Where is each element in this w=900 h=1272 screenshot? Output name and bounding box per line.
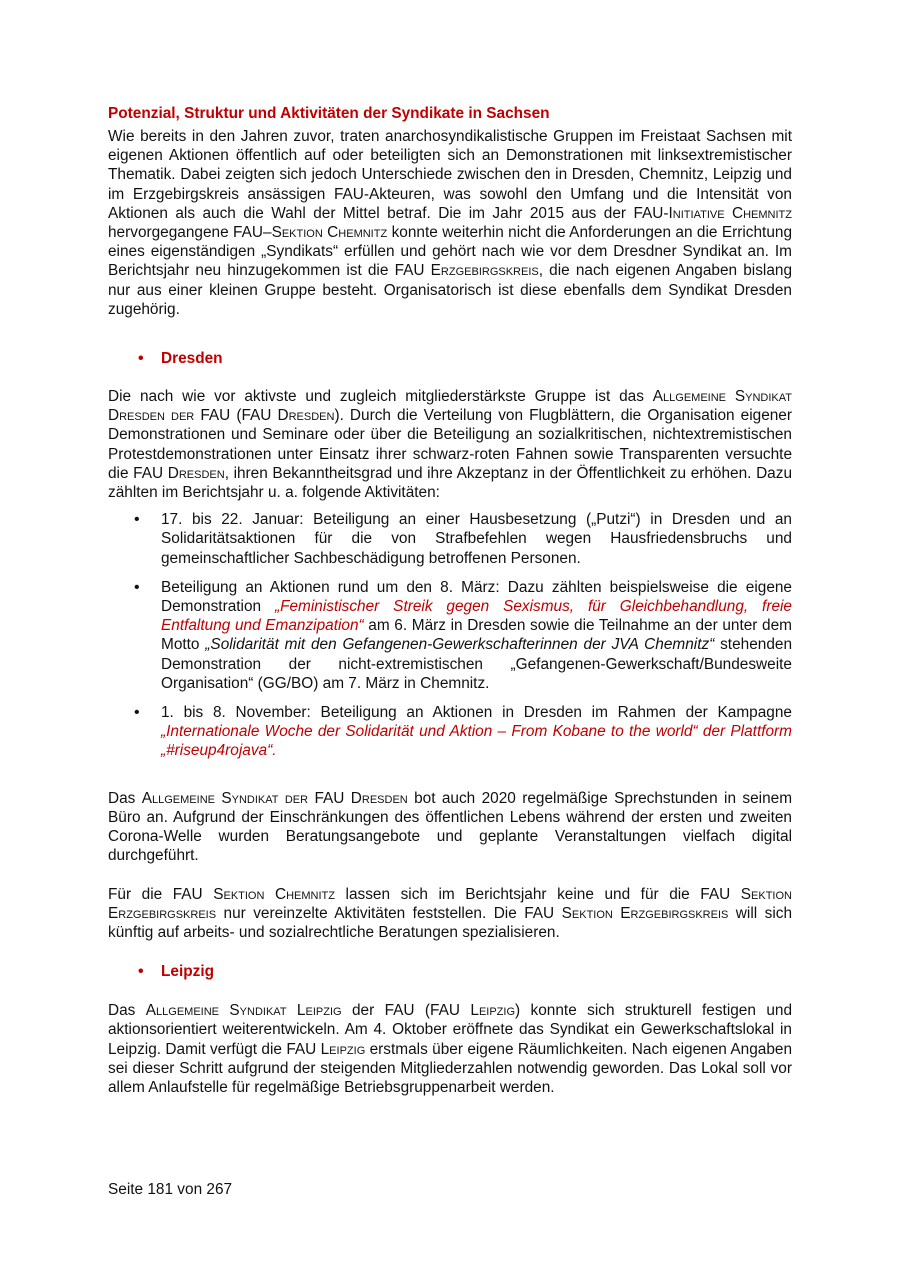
- page-number: Seite 181 von 267: [108, 1181, 233, 1198]
- bullet-icon: •: [138, 350, 144, 368]
- list-item-text: 17. bis 22. Januar: Beteiligung an einer Hausbesetzung („Putzi“) in Dresden und an Solidaritätsaktionen für die von Strafbefehlen wegen Hausfriedensbruchs und gemeinschaftlicher Sachbeschädigung betroffenen Personen.: [161, 511, 792, 567]
- subheading-leipzig: [138, 962, 792, 981]
- list-item: [108, 703, 792, 761]
- section-title: Potenzial, Struktur und Aktivitäten der Syndikate in Sachsen: [108, 105, 550, 122]
- subheading-label: Dresden: [161, 350, 223, 368]
- list-item: [108, 578, 792, 693]
- text-run: , ihren Bekanntheitsgrad und ihre Akzeptanz in der Öffentlichkeit zu erhöhen. Dazu zählten im Berichtsjahr u. a. folgende Aktivitäten:: [108, 464, 792, 502]
- text-run: konnte weiterhin nicht die Anforderungen an die Errichtung eines eigenständigen „Syndikats“ erfüllen und gehört nach wie vor dem Dresdner Syndikat an. Im Berichtsjahr neu hinzugekommen ist die FAU: [108, 224, 793, 280]
- text-run: Die nach wie vor aktivste und zugleich mitgliederstärkste Gruppe ist das: [108, 388, 653, 406]
- dresden-paragraph-1: [108, 387, 792, 502]
- bullet-icon: •: [134, 578, 140, 596]
- text-run: erstmals über eigene Räumlichkeiten. Nach eigenen Angaben sei dieser Schritt aufgrund der steigenden Mitgliederzahlen notwendig geworden. Das Lokal soll vor allem Anlaufstelle für regelmäßige Betriebsgruppenarbeit werden.: [108, 1040, 792, 1096]
- org-name: Initiative Chemnitz: [668, 204, 792, 222]
- campaign-title: „Internationale Woche der Solidarität und Aktion – From Kobane to the world“ der Plattform „#riseup4rojava“.: [161, 723, 792, 760]
- text-run: nur vereinzelte Aktivitäten feststellen. Die FAU: [216, 904, 562, 922]
- text-run: der FAU (FAU: [341, 1002, 471, 1020]
- org-name: Sektion Erzgebirgskreis: [108, 885, 792, 922]
- org-name: Sektion Chemnitz: [271, 224, 388, 242]
- bullet-icon: •: [138, 963, 144, 981]
- org-name: Erzgebirgskreis: [430, 262, 539, 280]
- org-name: Dresden: [350, 789, 408, 807]
- subheading-dresden: [138, 349, 792, 368]
- org-name: Leipzig: [470, 1002, 516, 1020]
- list-item: [108, 510, 792, 568]
- org-name: Allgemeine Syndikat Leipzig: [145, 1002, 342, 1020]
- text-run: Das: [108, 1002, 146, 1020]
- event-title: „Feministischer Streik gegen Sexismus, für Gleichbehandlung, freie Entfaltung und Emanzipation“: [161, 598, 792, 635]
- org-name: Allgemeine Syndikat der: [141, 789, 309, 807]
- dresden-paragraph-2: [108, 789, 792, 866]
- org-name: Sektion Chemnitz: [213, 885, 335, 903]
- org-name: Dresden: [277, 407, 335, 425]
- text-run: FAU: [308, 789, 351, 807]
- leipzig-paragraph: [108, 1001, 792, 1097]
- text-run: 1. bis 8. November: Beteiligung an Aktionen in Dresden im Rahmen der Kampagne: [161, 704, 792, 722]
- org-name: Allgemeine Syndikat Dresden der: [108, 388, 792, 425]
- text-run: Für die FAU: [108, 885, 214, 903]
- text-run: will sich künftig auf arbeits- und sozialrechtliche Beratungen spezialisieren.: [108, 904, 792, 941]
- bullet-icon: •: [134, 511, 140, 529]
- document-page: [108, 104, 792, 1097]
- text-run: bot auch 2020 regelmäßige Sprechstunden in seinem Büro an. Aufgrund der Einschränkungen des öffentlichen Lebens während der ersten und zweiten Corona-Welle wurden Beratungsangebote und geplante Veranstaltungen vielfach digital durchgeführt.: [108, 789, 793, 865]
- text-run: , die nach eigenen Angaben bislang nur aus einer kleinen Gruppe besteht. Organisatorisch ist diese ebenfalls dem Syndikat Dresden zugehörig.: [108, 262, 792, 318]
- text-run: am 6. März in Dresden sowie die Teilnahme an der unter dem Motto: [161, 617, 792, 654]
- dresden-paragraph-3: [108, 885, 792, 943]
- activities-list: [108, 510, 792, 760]
- org-name: Dresden: [167, 464, 225, 482]
- text-run: stehenden Demonstration der nicht-extremistischen „Gefangenen-Gewerkschaft/Bundesweite Organisation“ (GG/BO) am 7. März in Chemnitz.: [161, 636, 792, 692]
- text-run: hervorgegangene FAU–: [108, 224, 272, 242]
- bullet-icon: •: [134, 704, 140, 722]
- intro-paragraph: [108, 127, 792, 319]
- text-run: Das: [108, 789, 142, 807]
- text-run: ). Durch die Verteilung von Flugblättern, die Organisation eigener Demonstrationen und Seminare oder über die Beteiligung an sozialkritischen, nichtextremistischen Protestdemonstrationen unter Einsatz ihrer schwarz-roten Fahnen sowie Transparenten versuchte die FAU: [108, 407, 792, 482]
- motto-text: „Solidarität mit den Gefangenen-Gewerkschafterinnen der JVA Chemnitz“: [205, 636, 715, 654]
- text-run: FAU (FAU: [194, 407, 278, 425]
- subheading-label: Leipzig: [161, 963, 215, 981]
- org-name: Sektion Erzgebirgskreis: [561, 904, 729, 922]
- text-run: Wie bereits in den Jahren zuvor, traten anarchosyndikalistische Gruppen im Freistaat Sachsen mit eigenen Aktionen öffentlich auf oder beteiligten sich an Demonstrationen mit linksextremistischer Thematik. Dabei zeigten sich jedoch Unterschiede zwischen den in Dresden, Chemnitz, Leipzig und im Erzgebirgskreis ansässigen FAU-Akteuren, was sowohl den Umfang und die Intensität von Aktionen als auch die Wahl der Mittel betraf. Die im Jahr 2015 aus der FAU-: [108, 128, 792, 222]
- org-name: Leipzig: [320, 1040, 366, 1058]
- text-run: lassen sich im Berichtsjahr keine und für die FAU: [334, 885, 741, 903]
- text-run: Beteiligung an Aktionen rund um den 8. März: Dazu zählten beispielsweise die eigene Demonstration: [161, 578, 792, 616]
- text-run: ) konnte sich strukturell festigen und aktionsorientiert weiterentwickeln. Am 4. Oktober eröffnete das Syndikat ein Gewerkschaftslokal in Leipzig. Damit verfügt die FAU: [108, 1002, 792, 1058]
